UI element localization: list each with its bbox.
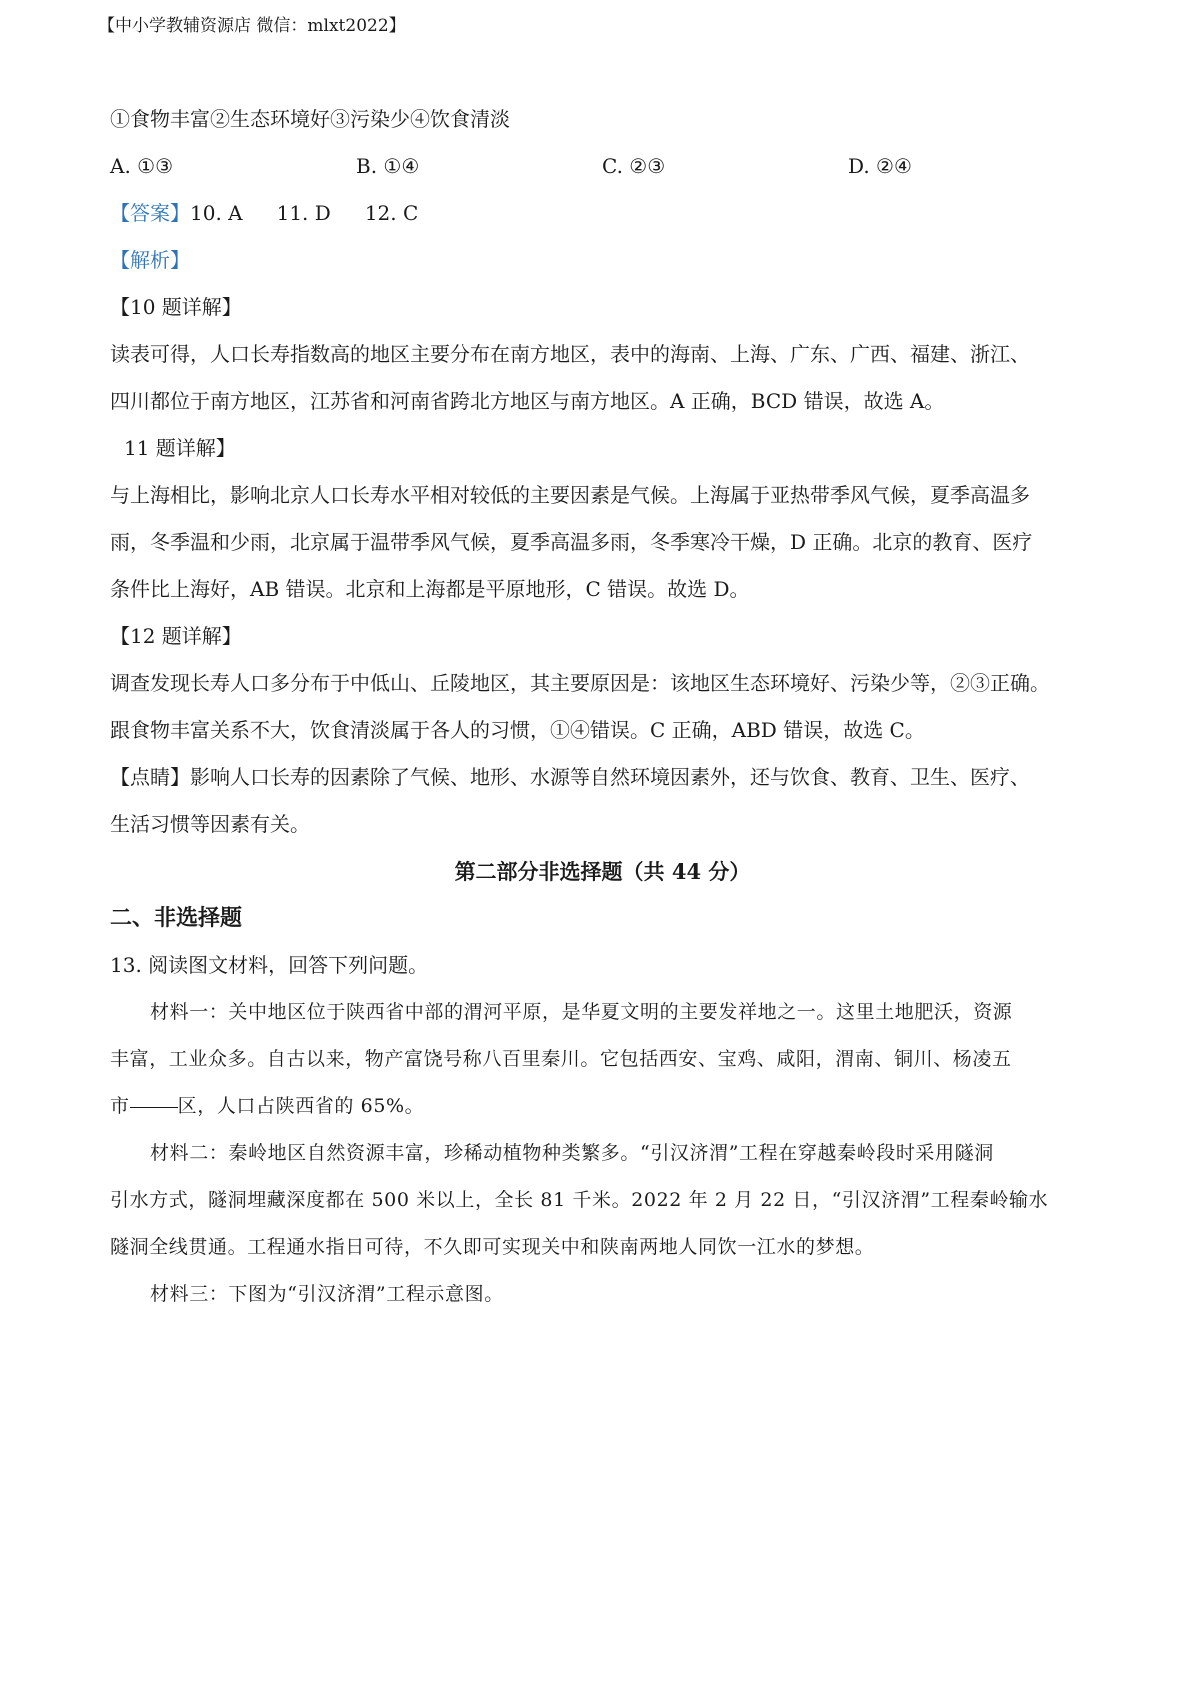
detail11-line-2: 雨，冬季温和少雨，北京属于温带季风气候，夏季高温多雨，冬季寒冷干燥，D 正确。北京的教育、医疗 <box>110 530 1033 554</box>
q12-items: ①食物丰富②生态环境好③污染少④饮食清淡 <box>110 107 510 131</box>
detail12-line-2: 跟食物丰富关系不大，饮食清淡属于各人的习惯，①④错误。C 正确，ABD 错误，故选 C。 <box>110 718 925 742</box>
detail11-line-1: 与上海相比，影响北京人口长寿水平相对较低的主要因素是气候。上海属于亚热带季风气候，夏季高温多 <box>110 483 1030 507</box>
material3-line: 材料三：下图为“引汉济渭”工程示意图。 <box>150 1283 504 1305</box>
option-d: D. ②④ <box>848 154 912 178</box>
option-a: A. ①③ <box>110 154 174 178</box>
detail10-line-1: 读表可得，人口长寿指数高的地区主要分布在南方地区，表中的海南、上海、广东、广西、福建、浙江、 <box>110 342 1030 366</box>
option-c: C. ②③ <box>602 154 666 178</box>
material2-line-3: 隧洞全线贯通。工程通水指日可待，不久即可实现关中和陕南两地人同饮一江水的梦想。 <box>110 1236 875 1258</box>
option-b: B. ①④ <box>356 154 420 178</box>
material1-line-3-end: 区，人口占陕西省的 65%。 <box>177 1095 425 1117</box>
source-header: 【中小学教辅资源店 微信：mlxt2022】 <box>98 16 406 36</box>
material1-line-3 <box>110 1083 1095 1130</box>
answer-11: 11. D <box>276 201 331 225</box>
part2-heading: 第二部分非选择题（共 44 分） <box>454 859 751 884</box>
material1-line-1: 材料一：关中地区位于陕西省中部的渭河平原，是华夏文明的主要发祥地之一。这里土地肥沃，资源 <box>150 1001 1013 1023</box>
q12-options <box>110 143 1095 190</box>
detail10-line-2: 四川都位于南方地区，江苏省和河南省跨北方地区与南方地区。A 正确，BCD 错误，故选 A。 <box>110 389 945 413</box>
analysis-label: 【解析】 <box>110 248 190 272</box>
material1-line-3-start: 市 <box>110 1095 130 1117</box>
answer-line <box>110 190 1095 237</box>
detail12-line-1: 调查发现长寿人口多分布于中低山、丘陵地区，其主要原因是：该地区生态环境好、污染少等，②③正确。 <box>110 671 1050 695</box>
comment-line-1: 【点睛】影响人口长寿的因素除了气候、地形、水源等自然环境因素外，还与饮食、教育、卫生、医疗、 <box>110 765 1030 789</box>
question-13: 13. 阅读图文材料，回答下列问题。 <box>110 953 429 977</box>
detail11-line-3: 条件比上海好，AB 错误。北京和上海都是平原地形，C 错误。故选 D。 <box>110 577 750 601</box>
part2-subheading: 二、非选择题 <box>110 905 243 931</box>
detail10-title: 【10 题详解】 <box>110 295 242 319</box>
document-body <box>110 96 1095 1318</box>
material1-line-2: 丰富，工业众多。自古以来，物产富饶号称八百里秦川。它包括西安、宝鸡、咸阳，渭南、铜川、杨凌五 <box>110 1048 1012 1070</box>
comment-line-2: 生活习惯等因素有关。 <box>110 812 310 836</box>
detail12-title: 【12 题详解】 <box>110 624 242 648</box>
answer-12: 12. C <box>364 201 419 225</box>
material2-line-2: 引水方式，隧洞埋藏深度都在 500 米以上，全长 81 千米。2022 年 2 月 22 日，“引汉济渭”工程秦岭输水 <box>110 1189 1049 1211</box>
material2-line-1: 材料二：秦岭地区自然资源丰富，珍稀动植物种类繁多。“引汉济渭”工程在穿越秦岭段时采用隧洞 <box>150 1142 994 1164</box>
answer-label: 【答案】 <box>110 201 190 225</box>
answer-10: 10. A <box>190 201 243 225</box>
fill-in-blank <box>130 1106 178 1108</box>
detail11-title: 11 题详解】 <box>124 436 236 460</box>
